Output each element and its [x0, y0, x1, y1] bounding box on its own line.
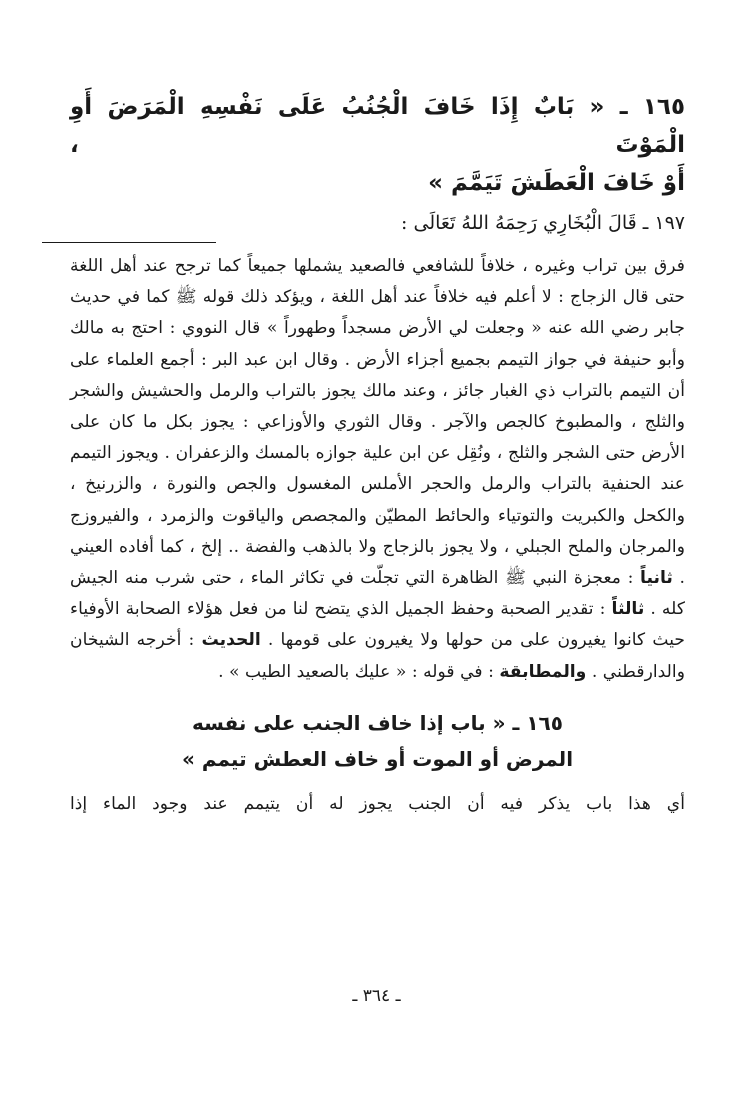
commentary-text-4: : أخرجه الشيخان والدارقطني .	[70, 630, 685, 682]
commentary-text-2: : معجزة النبي ﷺ الظاهرة التي تجلّت في تكاثر الماء ، حتى شرب منه الجيش كله .	[70, 568, 685, 620]
section-heading-line-1: ١٦٥ ـ « باب إذا خاف الجنب على نفسه	[192, 711, 563, 736]
section-heading-line-2: المرض أو الموت أو خاف العطش تيمم »	[181, 747, 574, 772]
narrator-line: ١٩٧ ـ قَالَ الْبُخَارِي رَحِمَهُ اللهُ تَعَالَى :	[401, 212, 685, 234]
commentary-text-1: فرق بين تراب وغيره ، خلافاً للشافعي فالصعيد يشملها جميعاً كما ترجح عند أهل اللغة حتى قال الزجاج : لا أعلم فيه خلافاً عند أهل اللغة ، ويؤكد ذلك قوله ﷺ كما في حديث جابر رضي الله عنه « وجعلت لي الأرض مسجداً وطهوراً » قال النووي : احتج به مالك وأبو حنيفة في جواز التيمم بجميع أجزاء الأرض . وقال ابن عبد البر : أجمع العلماء على أن التيمم بالتراب ذي الغبار جائز ، وعند مالك يجوز بالتراب والرمل والحشيش والشجر والثلج ، والمطبوخ كالجص والآجر . وقال الثوري والأوزاعي : يجوز بكل ما كان على الأرض حتى الشجر والثلج ، ونُقِل عن ابن علية جوازه بالمسك والزعفران . ويجوز التيمم عند الحنفية بالتراب والرمل والحجر الأملس المغسول والجص والنورة ، والزرنيخ ، والكحل والكبريت والتوتياء والحائط المطيّن والمجصص والياقوت والزمرد ، والفيروزج والمرجان والملح الجبلي ، ولا يجوز بالزجاج ولا بالذهب والفضة .. إلخ ، كما أفاده العيني .	[70, 256, 686, 589]
keyword-thalithan: ثالثاً	[611, 599, 645, 620]
closing-paragraph: أي هذا باب يذكر فيه أن الجنب يجوز له أن يتيمم عند وجود الماء إذا	[70, 794, 685, 815]
keyword-thaniyan: ثانياً	[640, 568, 673, 589]
chapter-heading	[70, 88, 685, 202]
keyword-hadith: الحديث	[201, 630, 261, 651]
commentary-paragraph	[70, 251, 685, 688]
section-heading	[70, 705, 685, 777]
chapter-heading-line-1: ١٦٥ ـ « بَابٌ إِذَا خَافَ الْجُنُبُ عَلَى نَفْسِهِ الْمَرَضَ أَوِ الْمَوْتَ ،	[70, 94, 685, 158]
page-number: ـ ٣٦٤ ـ	[352, 986, 401, 1006]
footnote-divider	[42, 242, 216, 243]
book-page	[70, 88, 685, 837]
commentary-text-3: : تقدير الصحبة وحفظ الجميل الذي يتضح لنا من فعل هؤلاء الصحابة الأوفياء حيث كانوا يغيرون على من حولها ولا يغيرون على قومها .	[70, 599, 686, 651]
commentary-text-5: : في قوله : « عليك بالصعيد الطيب » .	[218, 661, 494, 682]
keyword-mutabaqa: والمطابقة	[499, 661, 587, 682]
chapter-heading-line-2: أَوْ خَافَ الْعَطَشَ تَيَمَّمَ »	[428, 170, 685, 196]
